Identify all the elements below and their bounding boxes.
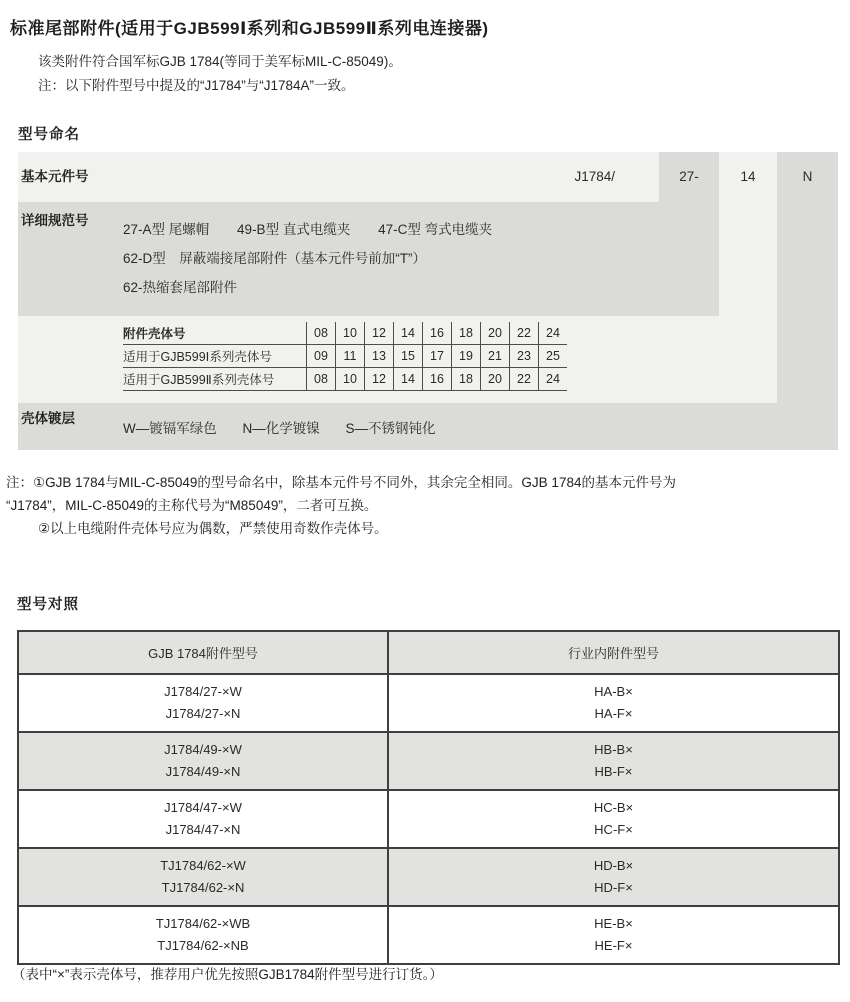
- gjb-model: TJ1784/62-×N: [161, 880, 245, 895]
- gjb-model-cell: [18, 732, 388, 790]
- shell-size-table: [123, 322, 567, 391]
- shell-size-cell: 22: [510, 368, 539, 391]
- shell-size-header-label: 附件壳体号: [123, 322, 307, 345]
- section-heading-comparison: 型号对照: [17, 597, 79, 613]
- comparison-row: [18, 674, 839, 732]
- shell-size-cell: 10: [336, 322, 365, 345]
- gjb-model-cell: [18, 848, 388, 906]
- table-footnote: （表中“×”表示壳体号，推荐用户优先按照GJB1784附件型号进行订货。）: [12, 967, 443, 982]
- note-line-1: 注：①GJB 1784与MIL-C-85049的型号命名中，除基本元件号不同外，其余完全相同。GJB 1784的基本元件号为: [6, 475, 676, 490]
- comparison-row: [18, 790, 839, 848]
- industry-model: HC-F×: [594, 822, 633, 837]
- code-column-27: [659, 152, 719, 316]
- detail-spec-line-3: 62-热缩套尾部附件: [123, 280, 238, 295]
- gjb-model: TJ1784/62-×NB: [157, 938, 249, 953]
- gjb-model: J1784/27-×N: [165, 706, 241, 721]
- detail-spec-item: 27-A型 尾螺帽: [123, 222, 210, 237]
- plating-label: 壳体镀层: [21, 411, 75, 426]
- industry-model-cell: [388, 848, 839, 906]
- shell-size-cell: 14: [394, 322, 423, 345]
- shell-size-cell: 24: [539, 322, 568, 345]
- comparison-row: [18, 848, 839, 906]
- shell-size-cell: 14: [394, 368, 423, 391]
- gjb-model-cell: [18, 674, 388, 732]
- shell-size-cell: 12: [365, 322, 394, 345]
- industry-model: HB-B×: [594, 742, 633, 757]
- gjb-model: TJ1784/62-×W: [160, 858, 246, 873]
- detail-spec-label: 详细规范号: [21, 213, 89, 228]
- shell-size-cell: 10: [336, 368, 365, 391]
- gjb-model: J1784/49-×W: [164, 742, 242, 757]
- intro-line: 该类附件符合国军标GJB 1784(等同于美军标MIL-C-85049)。: [38, 54, 402, 69]
- shell-size-cell: 11: [336, 345, 365, 368]
- shell-size-series1-label: 适用于GJB599Ⅰ系列壳体号: [123, 345, 307, 368]
- shell-size-cell: 25: [539, 345, 568, 368]
- industry-model-cell: [388, 906, 839, 964]
- industry-model: HA-F×: [594, 706, 633, 721]
- industry-model: HE-B×: [594, 916, 633, 931]
- shell-size-cell: 08: [307, 322, 336, 345]
- shell-size-cell: 08: [307, 368, 336, 391]
- gjb-model: J1784/49-×N: [165, 764, 241, 779]
- industry-model: HB-F×: [594, 764, 633, 779]
- shell-size-cell: 12: [365, 368, 394, 391]
- gjb-model-cell: [18, 906, 388, 964]
- plating-option: S—不锈钢钝化: [345, 421, 436, 436]
- notes-paragraph: [6, 474, 676, 543]
- shell-size-series2-row: [123, 368, 567, 391]
- note-line-2: “J1784”，MIL-C-85049的主称代号为“M85049”，二者可互换。: [6, 498, 378, 513]
- shell-size-cell: 24: [539, 368, 568, 391]
- plating-option: W—镀镉军绿色: [123, 421, 217, 436]
- industry-model-cell: [388, 732, 839, 790]
- comparison-header-row: [18, 631, 839, 674]
- shell-size-cell: 16: [423, 322, 452, 345]
- intro-note-line: 注：以下附件型号中提及的“J1784”与“J1784A”一致。: [38, 78, 355, 93]
- basic-part-prefix: J1784/: [574, 169, 615, 184]
- code-27-value: 27-: [679, 169, 699, 184]
- basic-part-label: 基本元件号: [21, 169, 89, 184]
- shell-size-cell: 18: [452, 322, 481, 345]
- shell-size-series1-row: [123, 345, 567, 368]
- code-14-value: 14: [740, 169, 756, 184]
- shell-size-cell: 09: [307, 345, 336, 368]
- shell-size-cell: 23: [510, 345, 539, 368]
- shell-size-cell: 18: [452, 368, 481, 391]
- page-title: 标准尾部附件(适用于GJB599Ⅰ系列和GJB599Ⅱ系列电连接器): [10, 19, 489, 38]
- shell-size-cell: 15: [394, 345, 423, 368]
- shell-size-header-row: [123, 322, 567, 345]
- industry-model-cell: [388, 674, 839, 732]
- gjb-model: TJ1784/62-×WB: [155, 916, 251, 931]
- section-heading-naming: 型号命名: [18, 127, 80, 143]
- model-naming-diagram: [18, 152, 838, 450]
- plating-options: [123, 417, 458, 437]
- gjb-model-cell: [18, 790, 388, 848]
- comparison-row: [18, 906, 839, 964]
- note-line-3: ②以上电缆附件壳体号应为偶数，严禁使用奇数作壳体号。: [38, 521, 388, 536]
- gjb-model: J1784/47-×W: [164, 800, 242, 815]
- shell-size-cell: 17: [423, 345, 452, 368]
- shell-size-cell: 16: [423, 368, 452, 391]
- gjb-model: J1784/47-×N: [165, 822, 241, 837]
- shell-size-cell: 19: [452, 345, 481, 368]
- code-column-14: [719, 152, 777, 403]
- gjb-model: J1784/27-×W: [164, 684, 242, 699]
- comparison-header-gjb: GJB 1784附件型号: [18, 631, 388, 674]
- comparison-row: [18, 732, 839, 790]
- industry-model-cell: [388, 790, 839, 848]
- industry-model: HC-B×: [593, 800, 634, 815]
- detail-spec-item: 47-C型 弯式电缆夹: [378, 222, 493, 237]
- industry-model: HE-F×: [594, 938, 633, 953]
- detail-spec-content: [123, 221, 516, 308]
- shell-size-cell: 20: [481, 368, 510, 391]
- industry-model: HA-B×: [594, 684, 633, 699]
- shell-size-cell: 13: [365, 345, 394, 368]
- plating-option: N—化学镀镍: [242, 421, 320, 436]
- detail-spec-item: 49-B型 直式电缆夹: [237, 222, 351, 237]
- detail-spec-line-2: 62-D型 屏蔽端接尾部附件（基本元件号前加“T”）: [123, 251, 426, 266]
- code-column-plating: [777, 152, 838, 450]
- industry-model: HD-B×: [593, 858, 634, 873]
- shell-size-series2-label: 适用于GJB599Ⅱ系列壳体号: [123, 368, 307, 391]
- industry-model: HD-F×: [594, 880, 633, 895]
- code-plating-value: N: [802, 169, 813, 184]
- shell-size-cell: 20: [481, 322, 510, 345]
- shell-size-cell: 21: [481, 345, 510, 368]
- intro-paragraph: [38, 53, 402, 101]
- comparison-header-industry: 行业内附件型号: [388, 631, 839, 674]
- model-comparison-table: [17, 630, 840, 965]
- detail-spec-line-1: [123, 221, 516, 238]
- shell-size-cell: 22: [510, 322, 539, 345]
